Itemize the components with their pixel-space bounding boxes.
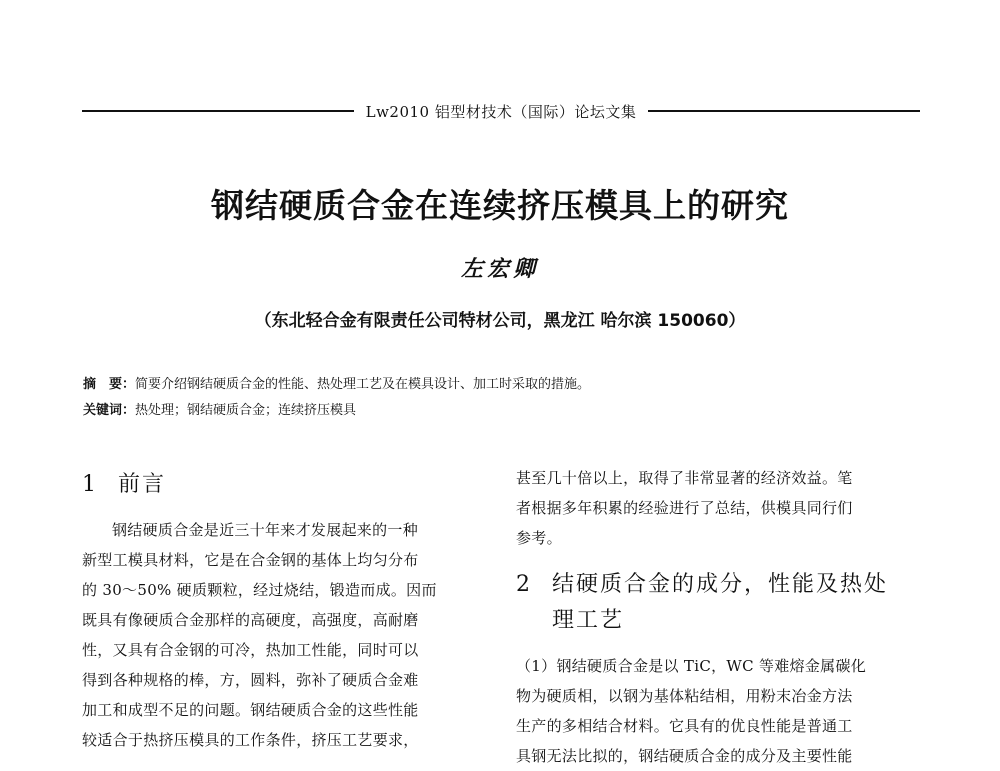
body-line: 者根据多年积累的经验进行了总结，供模具同行们 xyxy=(516,499,853,517)
body-line: 具钢无法比拟的，钢结硬质合金的成分及主要性能 xyxy=(516,747,853,765)
abstract-text: 简要介绍钢结硬质合金的性能、热处理工艺及在模具设计、加工时采取的措施。 xyxy=(135,377,591,392)
section-2-title-line1: 结硬质合金的成分，性能及热处 xyxy=(552,572,889,597)
body-line: 新型工模具材料，它是在合金钢的基体上均匀分布 xyxy=(82,551,419,569)
left-column xyxy=(82,463,482,755)
body-line: 物为硬质相，以钢为基体粘结相，用粉末冶金方法 xyxy=(516,687,853,705)
section-2-heading xyxy=(516,567,916,603)
keywords-label: 关键词： xyxy=(83,403,136,418)
body-line: 得到各种规格的棒，方，圆料，弥补了硬质合金难 xyxy=(82,671,419,689)
body-line: 较适合于热挤压模具的工作条件，挤压工艺要求， xyxy=(82,731,419,749)
header-rule-left xyxy=(82,110,354,112)
keywords xyxy=(83,399,356,418)
body-line: 甚至几十倍以上，取得了非常显著的经济效益。笔 xyxy=(516,469,853,487)
right-column xyxy=(516,463,916,771)
body-line: 加工和成型不足的问题。钢结硬质合金的这些性能 xyxy=(82,701,419,719)
body-line: 参考。 xyxy=(516,529,562,547)
body-line: 性，又具有合金钢的可冷，热加工性能，同时可以 xyxy=(82,641,419,659)
author-affiliation: （东北轻合金有限责任公司特材公司，黑龙江 哈尔滨 150060） xyxy=(254,311,746,331)
running-header xyxy=(82,99,920,123)
body-line: 的 30～50% 硬质颗粒，经过烧结，锻造而成。因而 xyxy=(82,581,437,599)
abstract xyxy=(83,373,590,392)
header-rule-right xyxy=(648,110,920,112)
section-1-title: 前言 xyxy=(118,472,167,497)
body-line: 既具有像硬质合金那样的高硬度，高强度，高耐磨 xyxy=(82,611,419,629)
keywords-text: 热处理；钢结硬质合金；连续挤压模具 xyxy=(135,403,357,418)
body-line: （1）钢结硬质合金是以 TiC，WC 等难熔金属碳化 xyxy=(516,657,867,675)
section-1-number: 1 xyxy=(82,472,98,497)
running-header-text: Lw2010 铝型材技术（国际）论坛文集 xyxy=(365,102,637,121)
author-name: 左宏卿 xyxy=(460,256,539,282)
abstract-label: 摘 要： xyxy=(83,377,136,392)
section-1-heading xyxy=(82,467,482,503)
section-2-number: 2 xyxy=(516,572,532,597)
section-2-title-line2: 理工艺 xyxy=(552,608,625,633)
body-line: 钢结硬质合金是近三十年来才发展起来的一种 xyxy=(112,521,419,539)
paper-title: 钢结硬质合金在连续挤压模具上的研究 xyxy=(211,186,789,225)
body-line: 生产的多相结合材料。它具有的优良性能是普通工 xyxy=(516,717,853,735)
